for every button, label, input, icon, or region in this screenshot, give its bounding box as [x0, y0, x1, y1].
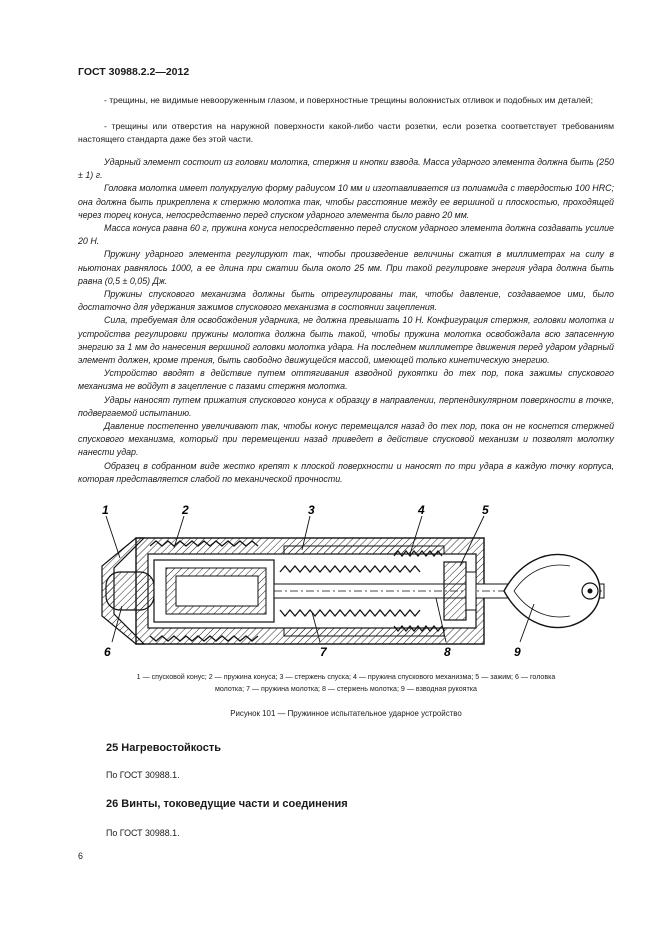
paragraph: Масса конуса равна 60 г, пружина конуса непосредственно перед спуском ударного элемента должна создавать усилие 20 Н.: [78, 223, 614, 247]
callout-7: 7: [320, 645, 327, 659]
callout-1: 1: [102, 503, 109, 517]
impact-device-drawing: [84, 496, 608, 666]
paragraph: Устройство вводят в действие путем оттягивания взводной рукоятки до тех пор, пока зажимы спускового механизма не войдут в зацепление с пазами стержня молотка.: [78, 368, 614, 392]
callout-3: 3: [308, 503, 315, 517]
paragraph: Удары наносят путем прижатия спускового конуса к образцу в направлении, перпендикулярном поверхности в точке, подвергаемой испытанию.: [78, 394, 614, 418]
paragraph: Сила, требуемая для освобождения ударника, не должна превышать 10 Н. Конфигурация стержня, головки молотка и устройства регулировки пружины молотка должна быть такой, чтобы пружина молотка освобождала всю запасенную энергию за 1 мм до нанесения вершиной головки молотка удара. На последнем миллиметре движения перед ударом ударный элемент должен, кроме трения, быть свободно движущейся массой, имеющей только кинетическую энергию.: [78, 315, 614, 366]
callout-9: 9: [514, 645, 521, 659]
body-text: [78, 156, 614, 486]
callout-6: 6: [104, 645, 111, 659]
section-text: По ГОСТ 30988.1.: [106, 828, 180, 838]
section-title: 25 Нагревостойкость: [106, 742, 222, 754]
callout-4: 4: [418, 503, 425, 517]
list-item: - трещины или отверстия на наружной поверхности какой-либо части розетки, если розетка соответствует требованиям настоящего стандарта даже без этой части.: [78, 121, 614, 145]
paragraph: Ударный элемент состоит из головки молотка, стержня и кнопки взвода. Масса ударного элемента должна быть (250 ± 1) г.: [78, 157, 614, 181]
paragraph: Пружины спускового механизма должны быть отрегулированы так, чтобы давление, создаваемое ими, было достаточно для удержания зажимов спускового механизма в состоянии зацепления.: [78, 289, 614, 313]
page-header: ГОСТ 30988.2.2—2012: [78, 66, 190, 78]
paragraph: Пружину ударного элемента регулируют так, чтобы произведение величины сжатия в миллиметрах на силу в ньютонах равнялось 1000, а ее длина при сжатии была около 25 мм. При такой регулировке энергия удара должна быть равна (0,5 ± 0,05) Дж.: [78, 249, 614, 286]
paragraph: Образец в собранном виде жестко крепят к плоской поверхности и наносят по три удара в каждую точку корпуса, которая представляется слабой по механической прочности.: [78, 460, 614, 484]
legend-line: молотка; 7 — пружина молотка; 8 — стержень молотка; 9 — взводная рукоятка: [215, 685, 477, 694]
callout-5: 5: [482, 503, 489, 517]
figure-legend: [78, 671, 614, 695]
callout-8: 8: [444, 645, 451, 659]
section-title: 26 Винты, токоведущие части и соединения: [106, 798, 348, 810]
legend-line: 1 — спусковой конус; 2 — пружина конуса; 3 — стержень спуска; 4 — пружина спускового механизма; 5 — зажим; 6 — головка: [136, 673, 556, 681]
page-number: 6: [78, 851, 83, 861]
list-item: - трещины, не видимые невооруженным глазом, и поверхностные трещины волокнистых отливок и подобных им деталей;: [104, 95, 593, 105]
section-text: По ГОСТ 30988.1.: [106, 770, 180, 780]
paragraph: Давление постепенно увеличивают так, чтобы конус перемещался назад до тех пор, пока он не коснется стержней спускового механизма, который при перемещении назад приведет в действие спусковой механизм и позволят молотку нанести удар.: [78, 421, 614, 458]
callout-2: 2: [182, 503, 189, 517]
paragraph: Головка молотка имеет полукруглую форму радиусом 10 мм и изготавливается из полиамида с твердостью 100 HRC; она должна быть прикреплена к стержню молотка так, чтобы расстояние между ее вершиной и плоскостью, проходящей через торец конуса, непосредственно перед спуском ударного элемента было равно 20 мм.: [78, 183, 614, 220]
figure-caption: Рисунок 101 — Пружинное испытательное ударное устройство: [230, 709, 462, 718]
